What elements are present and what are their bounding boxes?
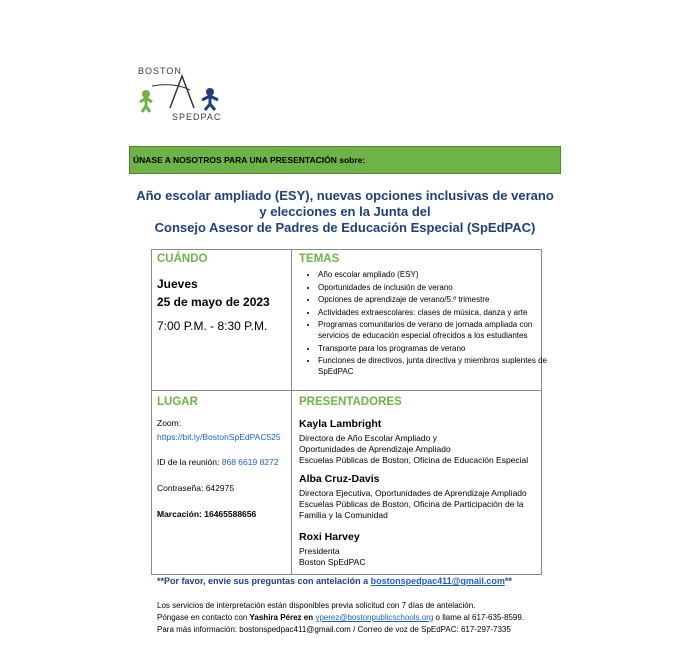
zoom-label: Zoom: — [157, 418, 182, 428]
meeting-id-line — [157, 457, 278, 467]
topic-item: • Actividades extraescolares: clases de música, danza y arte — [318, 307, 558, 318]
title-line-3: Consejo Asesor de Padres de Educación Especial (SpEdPAC) — [154, 220, 536, 235]
presenter-name: Roxi Harvey — [299, 531, 360, 543]
presenter-title-line: Directora Ejecutiva, Oportunidades de Aprendizaje Ampliado — [299, 488, 527, 498]
presenter-title-line: Escuelas Públicas de Boston, Oficina de Educación Especial — [299, 455, 529, 465]
event-date: 25 de mayo de 2023 — [157, 295, 270, 309]
footer-contact-prefix: Póngase en contacto con — [157, 613, 250, 622]
presenter-title — [299, 433, 544, 466]
presenter-title-line: Directora de Año Escolar Ampliado y — [299, 433, 437, 443]
meeting-id-label: ID de la reunión: — [157, 457, 220, 467]
zoom-link[interactable]: https://bit.ly/BostonSpEdPAC525 — [157, 432, 281, 442]
topics-heading: TEMAS — [299, 253, 340, 265]
topics-list — [300, 269, 558, 379]
presenter-title-line: Escuelas Públicas de Boston, Oficina de Participación de la — [299, 499, 524, 509]
topic-item: • Programas comunitarios de verano de jornada ampliada con servicios de educación especial ofrecidos a los estudiantes — [318, 319, 558, 341]
invite-banner — [129, 146, 561, 174]
event-time: 7:00 P.M. - 8:30 P.M. — [157, 319, 268, 333]
logo-bottom-text: SPEDPAC — [172, 112, 222, 122]
table-divider-horizontal — [151, 390, 542, 391]
presenter-title-line: Boston SpEdPAC — [299, 557, 366, 567]
title-line-2: y elecciones en la Junta del — [259, 204, 431, 219]
presenter-title-line: Presidenta — [299, 546, 340, 556]
topic-item: • Oportunidades de inclusión de verano — [318, 282, 558, 293]
password-line — [157, 483, 234, 493]
event-day: Jueves — [157, 277, 198, 291]
logo-top-text: BOSTON — [138, 66, 182, 76]
logo-figures-icon — [130, 72, 240, 116]
topic-item: • Año escolar ampliado (ESY) — [318, 269, 558, 280]
footer-contact — [157, 613, 557, 622]
questions-request — [157, 576, 549, 586]
presenter-name: Alba Cruz-Davis — [299, 473, 380, 485]
presenter-title-line: Oportunidades de Aprendizaje Ampliado — [299, 444, 451, 454]
request-suffix: ** — [504, 576, 512, 586]
footer-interpretation: Los servicios de interpretación están disponibles previa solicitud con 7 días de antelación. — [157, 601, 476, 610]
footer-contact-suffix: o llame al 617-635-8599. — [433, 613, 525, 622]
footer-contact-name: Yashira Pérez en — [249, 613, 316, 622]
presenter-title — [299, 546, 544, 568]
table-divider-vertical — [291, 249, 292, 575]
password-label: Contraseña: — [157, 483, 204, 493]
password-value: 642975 — [205, 483, 235, 493]
topic-item: • Opciones de aprendizaje de verano/5.º trimestre — [318, 294, 558, 305]
request-email-link[interactable]: bostonspedpac411@gmail.com — [370, 576, 505, 586]
banner-text: ÚNASE A NOSOTROS PARA UNA PRESENTACIÓN sobre: — [133, 155, 366, 165]
presenter-title — [299, 488, 544, 521]
request-prefix: **Por favor, envíe sus preguntas con antelación a — [157, 576, 371, 586]
footer-more-info: Para más información: bostonspedpac411@gmail.com / Correo de voz de SpEdPAC: 617-297-7335 — [157, 625, 511, 634]
spedpac-logo — [130, 62, 240, 124]
when-heading: CUÁNDO — [157, 253, 208, 265]
place-heading: LUGAR — [157, 396, 198, 408]
event-title — [120, 188, 570, 236]
meeting-id-value: 868 6619 8272 — [221, 457, 279, 467]
presenter-title-line: Familia y la Comunidad — [299, 510, 388, 520]
topic-item: • Funciones de directivos, junta directiva y miembros suplentes de SpEdPAC — [318, 355, 558, 377]
presenters-heading: PRESENTADORES — [299, 396, 402, 408]
title-line-1: Año escolar ampliado (ESY), nuevas opciones inclusivas de verano — [136, 188, 554, 203]
topic-item: • Transporte para los programas de verano — [318, 343, 558, 354]
presenter-name: Kayla Lambright — [299, 418, 382, 430]
footer-contact-email[interactable]: yperez@bostonpublicschools.org — [315, 613, 434, 622]
dial-in-number: Marcación: 16465588656 — [157, 509, 257, 519]
